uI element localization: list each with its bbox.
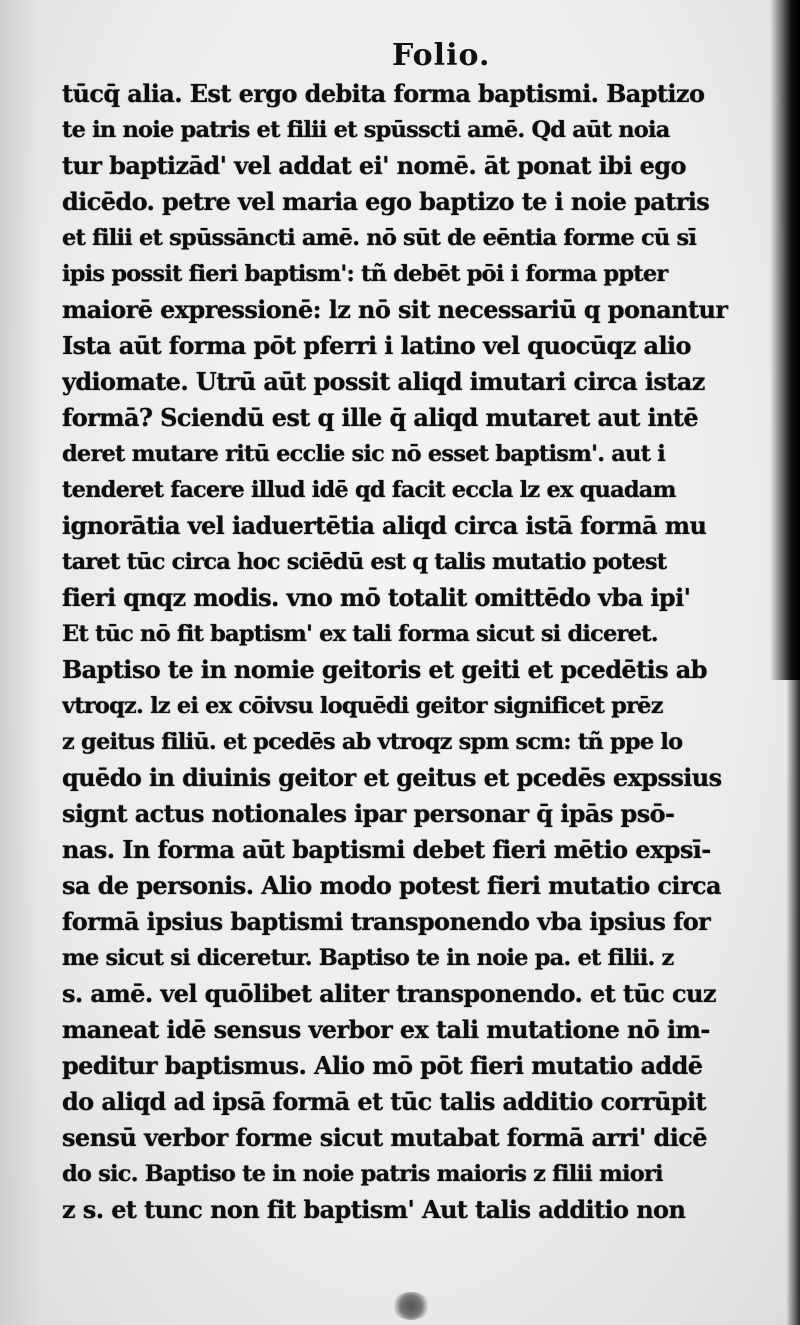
text-line: z s. et tunc non fit baptism' Aut talis additio non (62, 1195, 686, 1224)
text-line: maneat idē sensus verbor ex tali mutatione nō im- (62, 1015, 710, 1044)
text-line: peditur baptismus. Alio mō pōt fieri mutatio addē (62, 1051, 703, 1080)
text-line: do aliqd ad ipsā formā et tūc talis additio corrūpit (62, 1087, 707, 1116)
page-gutter-shadow (0, 0, 40, 1325)
text-line: me sicut si diceretur. Baptiso te in noie pa. et filii. z (62, 945, 674, 971)
text-line: ydiomate. Utrū aūt possit aliqd imutari circa istaz (62, 367, 705, 396)
text-line: tenderet facere illud idē qd facit eccla lz ex quadam (62, 477, 676, 503)
text-line: signt actus notionales ipar personar q̄ ipās psō- (62, 799, 675, 828)
text-line: Et tūc nō fit baptism' ex tali forma sicut si diceret. (62, 621, 658, 647)
text-line: maiorē expressionē: lz nō sit necessariū q ponantur (62, 295, 728, 324)
text-line: sensū verbor forme sicut mutabat formā arri' dicē (62, 1123, 707, 1152)
text-line: formā ipsius baptismi transponendo vba ipsius for (62, 907, 711, 936)
text-line: fieri qnqz modis. vno mō totalit omittēdo vba ipi' (62, 583, 691, 612)
text-line: ignorātia vel iaduertētia aliqd circa istā formā mu (62, 511, 707, 540)
text-line: Ista aūt forma pōt pferri i latino vel quocūqz alio (62, 331, 691, 360)
text-line: dicēdo. petre vel maria ego baptizo te i noie patris (62, 187, 710, 216)
text-line: ipis possit fieri baptism': tñ debēt pōi i forma ppter (62, 261, 668, 287)
text-line: et filii et spūssāncti amē. nō sūt de eēntia forme cū sī (62, 225, 697, 251)
text-line: vtroqz. lz ei ex cōivsu loquēdi geitor significet prēz (62, 693, 663, 719)
text-line: z geitus filiū. et pcedēs ab vtroqz spm scm: tñ ppe lo (62, 729, 683, 755)
text-line: taret tūc circa hoc sciēdū est q talis mutatio potest (62, 549, 667, 575)
text-line: tūcq̄ alia. Est ergo debita forma baptismi. Baptizo (62, 79, 705, 108)
page-edge-dark-margin (770, 0, 800, 680)
page-edge-shadow (786, 680, 800, 1325)
text-line: s. amē. vel quōlibet aliter transponendo. et tūc cuz (62, 979, 716, 1008)
text-line: formā? Sciendū est q ille q̄ aliqd mutaret aut intē (62, 403, 699, 432)
text-line: te in noie patris et filii et spūsscti amē. Qd aūt noia (62, 117, 670, 143)
text-line: Baptiso te in nomie geitoris et geiti et pcedētis ab (62, 655, 707, 684)
folio-heading: Folio. (392, 38, 491, 73)
ink-blot (392, 1292, 430, 1320)
text-line: sa de personis. Alio modo potest fieri mutatio circa (62, 871, 721, 900)
text-line: do sic. Baptiso te in noie patris maioris z filii miori (62, 1161, 663, 1187)
text-line: quēdo in diuinis geitor et geitus et pcedēs expssius (62, 763, 722, 792)
text-line: nas. In forma aūt baptismi debet fieri mētio expsī- (62, 835, 711, 864)
text-line: deret mutare ritū ecclie sic nō esset baptism'. aut i (62, 441, 665, 467)
text-line: tur baptizād' vel addat ei' nomē. āt ponat ibi ego (62, 151, 686, 180)
blackletter-text-block (62, 76, 774, 1228)
